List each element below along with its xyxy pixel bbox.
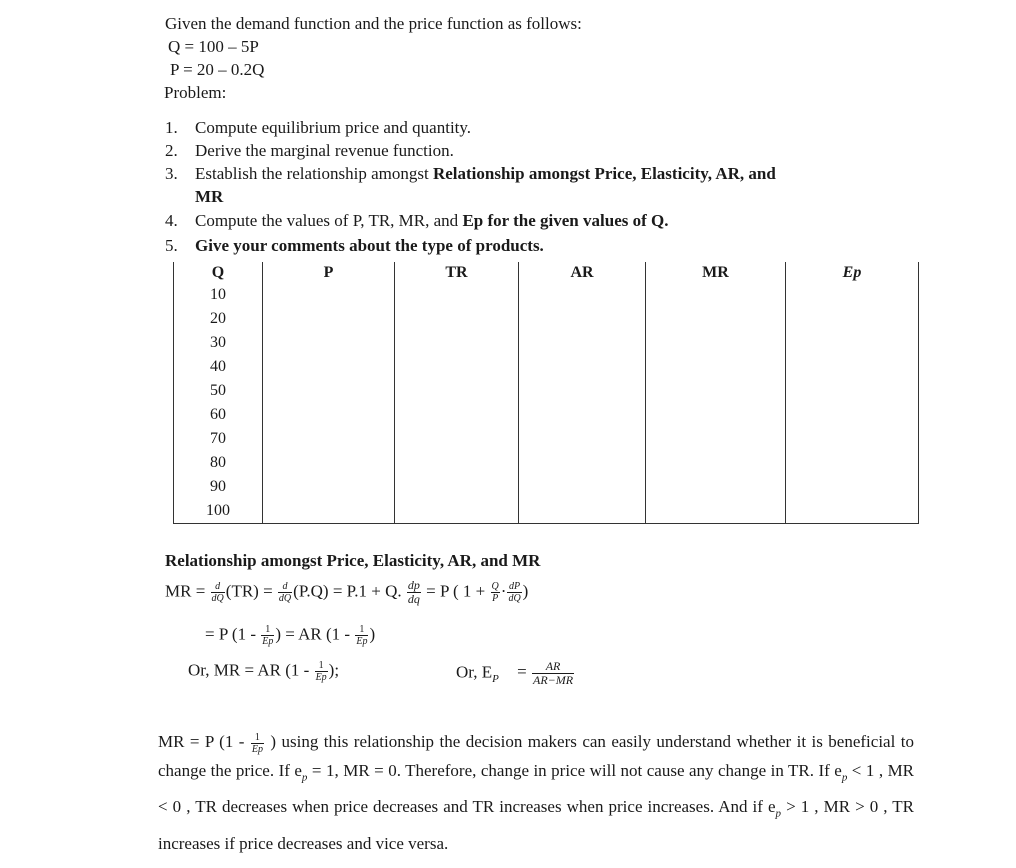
eq-or-mr: Or, MR = AR (1 - bbox=[188, 660, 310, 680]
q-cell: 40 bbox=[174, 355, 263, 379]
table-row bbox=[174, 379, 919, 403]
problem-number: 4. bbox=[165, 211, 178, 230]
problem-text-bold: Ep for the given values of Q. bbox=[462, 211, 669, 230]
eq-or-ep: Or, E bbox=[456, 662, 493, 682]
fraction-ar-ar-mr: $\frac{AR}{AR-MR}$ bbox=[532, 659, 574, 687]
table-row bbox=[174, 331, 919, 355]
problem-number: 2. bbox=[165, 141, 178, 160]
problem-number: 1. bbox=[165, 118, 178, 137]
eq-mr: MR = bbox=[165, 581, 206, 601]
fraction-d-dq: $\frac{d}{dQ}$ bbox=[211, 581, 224, 604]
problem-text: Compute the values of P, TR, MR, and bbox=[195, 211, 463, 230]
problem-item-4 bbox=[165, 211, 669, 231]
fraction-dP-dQ: $\frac{dP}{dQ}$ bbox=[508, 581, 521, 604]
q-cell: 60 bbox=[174, 403, 263, 427]
para-text-1: ) using this relationship the decision makers can easily understand whether it is beneficial to change the price. If e bbox=[158, 732, 914, 780]
header-ep: Ep bbox=[786, 262, 919, 283]
table-header-row bbox=[174, 262, 919, 283]
para-sub: p bbox=[775, 807, 782, 820]
problem-number: 3. bbox=[165, 164, 178, 183]
q-cell: 20 bbox=[174, 307, 263, 331]
header-ar: AR bbox=[519, 262, 646, 283]
para-text-2: = 1, MR = 0. Therefore, change in price will not cause any change in TR. If e bbox=[311, 761, 842, 780]
problem-text-bold: Give your comments about the type of products. bbox=[195, 236, 544, 255]
relationship-title: Relationship amongst Price, Elasticity, AR, and MR bbox=[165, 551, 541, 570]
eq-pq: (P.Q) = P.1 + Q. bbox=[293, 581, 402, 601]
q-cell: 70 bbox=[174, 427, 263, 451]
problem-number: 5. bbox=[165, 236, 178, 255]
q-cell: 50 bbox=[174, 379, 263, 403]
values-table bbox=[173, 262, 919, 524]
problem-text: Establish the relationship amongst bbox=[195, 164, 433, 183]
table-row bbox=[174, 475, 919, 499]
price-function: P = 20 – 0.2Q bbox=[170, 60, 265, 79]
eq-close: ); bbox=[328, 660, 340, 680]
header-mr: MR bbox=[646, 262, 786, 283]
problem-text: Compute equilibrium price and quantity. bbox=[195, 118, 472, 137]
fraction-dp-dq: $\frac{dp}{dq}$ bbox=[407, 578, 420, 606]
para-sub: p bbox=[301, 771, 308, 784]
table-row bbox=[174, 307, 919, 331]
q-cell: 100 bbox=[174, 499, 263, 524]
table-row bbox=[174, 427, 919, 451]
fraction-1-ep: $\frac{1}{Ep}$ bbox=[356, 624, 368, 647]
eq-close: ) bbox=[522, 581, 529, 601]
header-p: P bbox=[263, 262, 395, 283]
q-cell: 10 bbox=[174, 283, 263, 307]
header-q: Q bbox=[174, 262, 263, 283]
q-cell: 90 bbox=[174, 475, 263, 499]
q-cell: 80 bbox=[174, 451, 263, 475]
table-row bbox=[174, 403, 919, 427]
problem-item-1 bbox=[165, 118, 471, 138]
fraction-1-ep: $\frac{1}{Ep}$ bbox=[262, 624, 274, 647]
problem-label: Problem: bbox=[164, 83, 227, 102]
fraction-q-p: $\frac{Q}{P}$ bbox=[491, 581, 499, 604]
problem-item-3-continued: MR bbox=[195, 187, 224, 206]
fraction-1-ep: $\frac{1}{Ep}$ bbox=[251, 731, 263, 755]
equation-line-1: MR = $\frac{d}{dQ}$ (TR) = $\frac{d}{dQ}$ (P.Q) = P.1 + Q. $\frac{dp}{dq}$ = P ( 1 + $\frac{Q}{P}$ · $\frac{dP}{dQ}$ ) bbox=[165, 578, 529, 606]
problem-text: Derive the marginal revenue function. bbox=[195, 141, 454, 160]
eq-p-open: = P ( 1 + bbox=[426, 581, 486, 601]
problem-item-2 bbox=[165, 141, 454, 161]
fraction-1-ep: $\frac{1}{Ep}$ bbox=[315, 660, 327, 683]
table-row bbox=[174, 283, 919, 307]
eq-close: ) bbox=[369, 624, 376, 644]
header-tr: TR bbox=[395, 262, 519, 283]
equation-line-3-left bbox=[188, 660, 339, 683]
eq-tr: (TR) = bbox=[225, 581, 273, 601]
equation-line-3-right bbox=[456, 660, 575, 687]
intro-heading: Given the demand function and the price function as follows: bbox=[165, 14, 582, 33]
q-cell: 30 bbox=[174, 331, 263, 355]
table-row bbox=[174, 451, 919, 475]
eq-ar: ) = AR (1 - bbox=[275, 624, 351, 644]
problem-item-5 bbox=[165, 236, 544, 256]
eq-ep-sub: P bbox=[492, 672, 499, 685]
eq-equals: = bbox=[517, 662, 527, 682]
para-text-3: < 1 , MR < 0 , TR decreases when price decreases and TR increases when price increases. And if e bbox=[158, 761, 915, 817]
equation-line-2 bbox=[205, 624, 375, 647]
para-lead: MR = P (1 - bbox=[158, 732, 245, 751]
para-text-4: > 1 , MR > 0 , TR increases if price decreases and vice versa. bbox=[158, 797, 915, 853]
eq-p-open: = P (1 - bbox=[205, 624, 256, 644]
para-sub: p bbox=[841, 771, 848, 784]
table-row bbox=[174, 355, 919, 379]
problem-item-3 bbox=[165, 164, 776, 184]
explanation-paragraph bbox=[158, 727, 914, 858]
fraction-d-dq: $\frac{d}{dQ}$ bbox=[278, 581, 292, 604]
table-row bbox=[174, 499, 919, 524]
demand-function: Q = 100 – 5P bbox=[168, 37, 259, 56]
problem-text-bold: Relationship amongst Price, Elasticity, AR, and bbox=[432, 164, 776, 183]
